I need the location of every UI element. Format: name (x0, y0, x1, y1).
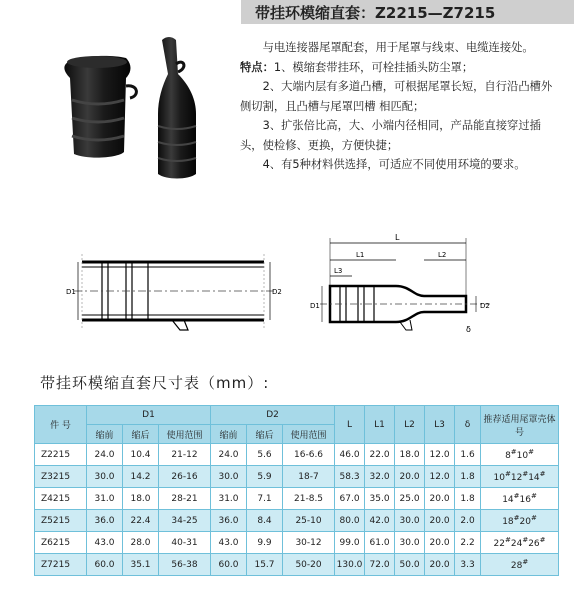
subheader-d1-range: 使用范围 (159, 425, 211, 444)
cell-l1: 35.0 (365, 488, 395, 510)
cell-d1-range: 40-31 (159, 532, 211, 554)
feature-4: 4、有5种材料供选择，可适应不同使用环境的要求。 (262, 158, 526, 171)
subheader-d2-range: 使用范围 (283, 425, 335, 444)
cell-d2-after: 5.9 (247, 466, 283, 488)
table-title: 带挂环模缩直套尺寸表（mm）: (40, 374, 270, 392)
cell-d2-before: 30.0 (211, 466, 247, 488)
cell-d2-before: 60.0 (211, 554, 247, 576)
cell-l1: 61.0 (365, 532, 395, 554)
cell-d1-before: 36.0 (87, 510, 123, 532)
label-d1-right: D1 (310, 302, 320, 310)
cell-d1-before: 60.0 (87, 554, 123, 576)
product-photo (38, 34, 218, 184)
cell-d2-range: 18-7 (283, 466, 335, 488)
cell-l3: 12.0 (425, 444, 455, 466)
cell-d1-before: 30.0 (87, 466, 123, 488)
cell-l2: 50.0 (395, 554, 425, 576)
cell-d2-range: 30-12 (283, 532, 335, 554)
cell-d2-after: 9.9 (247, 532, 283, 554)
label-d1-left: D1 (66, 288, 76, 296)
table-row (35, 466, 559, 488)
cell-d1-range: 26-16 (159, 466, 211, 488)
table-row (35, 532, 559, 554)
cell-d1-after: 18.0 (123, 488, 159, 510)
short-sleeve-image (64, 56, 136, 158)
long-sleeve-image (158, 37, 196, 179)
header-d1: D1 (87, 406, 211, 425)
cell-model: Z2215 (35, 444, 87, 466)
cell-l3: 20.0 (425, 554, 455, 576)
cell-l: 67.0 (335, 488, 365, 510)
cell-l2: 20.0 (395, 466, 425, 488)
shell-number: 10 (493, 473, 505, 483)
cell-d1-after: 14.2 (123, 466, 159, 488)
shell-number: 18 (502, 517, 514, 527)
label-l: L (395, 233, 400, 242)
header-model: 件 号 (35, 406, 87, 444)
cell-l3: 20.0 (425, 510, 455, 532)
spec-table-body (35, 444, 559, 576)
cell-delta: 1.6 (455, 444, 481, 466)
shell-number: 20 (519, 517, 531, 527)
cell-d2-before: 43.0 (211, 532, 247, 554)
table-row (35, 444, 559, 466)
cell-d1-range: 56-38 (159, 554, 211, 576)
title-bar (241, 0, 574, 24)
cell-d1-range: 21-12 (159, 444, 211, 466)
intro-text: 与电连接器尾罩配套，用于尾罩与线束、电缆连接处。 (262, 41, 534, 54)
label-d2-right: D2 (480, 302, 490, 310)
cell-d2-after: 8.4 (247, 510, 283, 532)
label-d2-left: D2 (272, 288, 282, 296)
sleeve-diagram-right (300, 228, 505, 338)
cell-l2: 18.0 (395, 444, 425, 466)
cell-model: Z6215 (35, 532, 87, 554)
cell-l3: 20.0 (425, 488, 455, 510)
cell-l: 99.0 (335, 532, 365, 554)
shell-number: 14 (528, 473, 540, 483)
shell-number: 24 (510, 539, 523, 549)
header-delta: δ (455, 406, 481, 444)
cell-d1-before: 31.0 (87, 488, 123, 510)
cell-d2-before: 31.0 (211, 488, 247, 510)
cell-l1: 72.0 (365, 554, 395, 576)
cell-shell: 18#20# (481, 510, 559, 532)
table-row (35, 510, 559, 532)
cell-d2-range: 16-6.6 (283, 444, 335, 466)
cell-shell: 8#10# (481, 444, 559, 466)
cell-l3: 12.0 (425, 466, 455, 488)
cell-shell: 28# (481, 554, 559, 576)
cell-l2: 25.0 (395, 488, 425, 510)
cell-l1: 42.0 (365, 510, 395, 532)
cell-l2: 30.0 (395, 532, 425, 554)
label-l3: L3 (334, 267, 343, 275)
shell-number: 26 (528, 539, 540, 549)
cell-model: Z5215 (35, 510, 87, 532)
cell-d1-after: 10.4 (123, 444, 159, 466)
cell-d1-after: 35.1 (123, 554, 159, 576)
page-title: 带挂环模缩直套：Z2215—Z7215 (255, 3, 496, 22)
cell-model: Z3215 (35, 466, 87, 488)
cell-d2-range: 21-8.5 (283, 488, 335, 510)
subheader-d2-before: 缩前 (211, 425, 247, 444)
table-row (35, 554, 559, 576)
shell-number: 10 (516, 451, 529, 461)
cell-d2-before: 36.0 (211, 510, 247, 532)
cell-l1: 32.0 (365, 466, 395, 488)
shell-number: 8 (505, 451, 511, 461)
header-shell: 推荐适用尾罩壳体号 (481, 406, 559, 444)
feature-2: 2、大端内层有多道凸槽，可根据尾罩长短，自行沿凸槽外侧切割，且凸槽与尾罩凹槽 相匹配； (240, 80, 553, 113)
cell-delta: 1.8 (455, 466, 481, 488)
cell-d2-after: 15.7 (247, 554, 283, 576)
spec-table (34, 405, 559, 576)
feature-3: 3、扩张倍比高，大、小端内径相同，产品能直接穿过插头，使检修、更换，方便快捷； (240, 119, 541, 152)
cell-l: 130.0 (335, 554, 365, 576)
subheader-d1-after: 缩后 (123, 425, 159, 444)
header-l3: L3 (425, 406, 455, 444)
cell-d2-before: 24.0 (211, 444, 247, 466)
cell-d1-before: 43.0 (87, 532, 123, 554)
cell-shell: 14#16# (481, 488, 559, 510)
cell-d1-range: 28-21 (159, 488, 211, 510)
cell-delta: 2.0 (455, 510, 481, 532)
cell-l3: 20.0 (425, 532, 455, 554)
cell-model: Z7215 (35, 554, 87, 576)
cell-shell: 10#12#14# (481, 466, 559, 488)
sleeve-diagram-left (64, 248, 286, 336)
shell-number: 22 (493, 539, 505, 549)
subheader-d1-before: 缩前 (87, 425, 123, 444)
label-l1: L1 (356, 251, 365, 259)
shell-number: 16 (519, 495, 531, 505)
features-label: 特点： (240, 60, 274, 74)
description (240, 38, 560, 175)
shell-number: 28 (510, 561, 523, 571)
label-delta: δ (466, 325, 471, 334)
cell-d2-range: 50-20 (283, 554, 335, 576)
label-l2: L2 (438, 251, 447, 259)
cell-l: 58.3 (335, 466, 365, 488)
cell-l2: 30.0 (395, 510, 425, 532)
header-l1: L1 (365, 406, 395, 444)
cell-model: Z4215 (35, 488, 87, 510)
cell-d1-after: 28.0 (123, 532, 159, 554)
cell-shell: 22#24#26# (481, 532, 559, 554)
cell-d2-after: 7.1 (247, 488, 283, 510)
shell-number: 12 (510, 473, 523, 483)
header-l2: L2 (395, 406, 425, 444)
subheader-d2-after: 缩后 (247, 425, 283, 444)
cell-d2-range: 25-10 (283, 510, 335, 532)
cell-delta: 2.2 (455, 532, 481, 554)
cell-delta: 3.3 (455, 554, 481, 576)
cell-delta: 1.8 (455, 488, 481, 510)
cell-d1-after: 22.4 (123, 510, 159, 532)
cell-l: 46.0 (335, 444, 365, 466)
cell-l: 80.0 (335, 510, 365, 532)
header-d2: D2 (211, 406, 335, 425)
shell-number: 14 (502, 495, 514, 505)
cell-d1-before: 24.0 (87, 444, 123, 466)
cell-d2-after: 5.6 (247, 444, 283, 466)
cell-d1-range: 34-25 (159, 510, 211, 532)
table-row (35, 488, 559, 510)
cell-l1: 22.0 (365, 444, 395, 466)
feature-1: 1、模缩套带挂环，可栓挂插头防尘罩； (273, 60, 474, 74)
header-l: L (335, 406, 365, 444)
